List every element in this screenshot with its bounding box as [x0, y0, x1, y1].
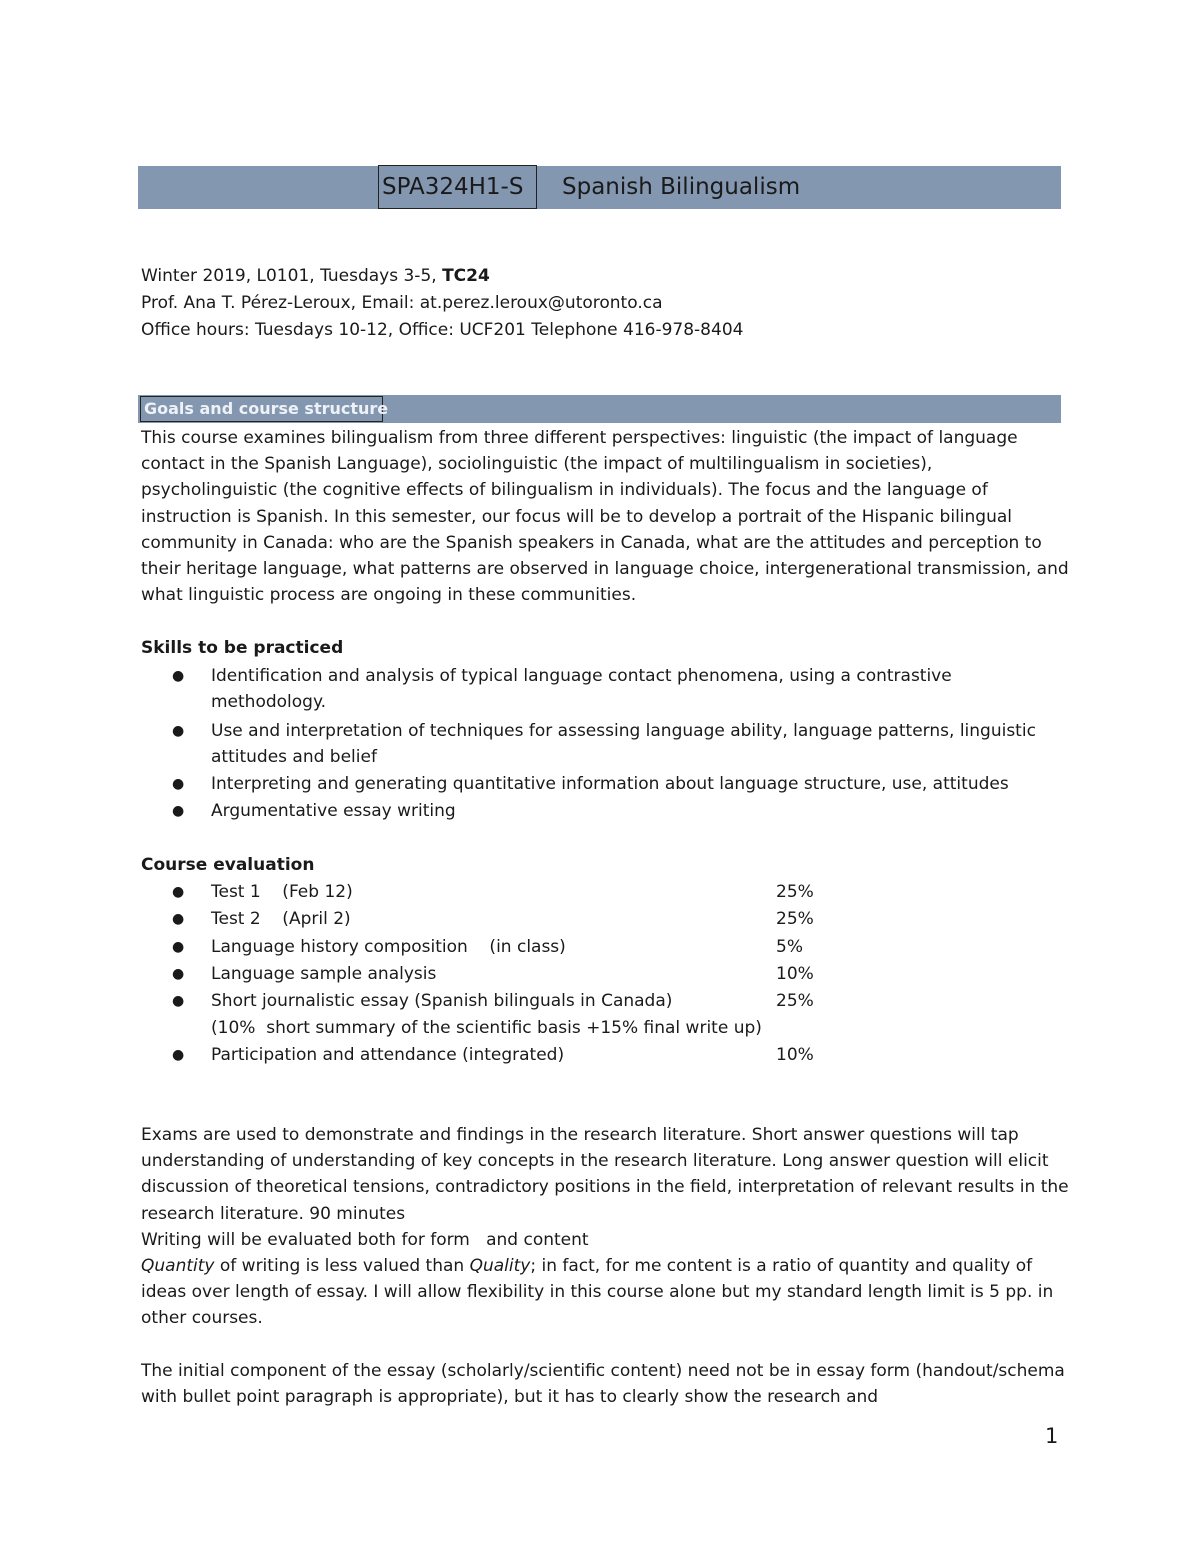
skill-item: Use and interpretation of techniques for assessing language ability, language patterns, linguistic attitudes and belief: [211, 721, 1036, 767]
office-hours-line: Office hours: Tuesdays 10-12, Office: UCF201 Telephone 416-978-8404: [141, 320, 744, 340]
term-text: Winter 2019, L0101, Tuesdays 3-5,: [141, 266, 443, 286]
evaluation-heading: Course evaluation: [141, 855, 315, 875]
evaluation-item: Language sample analysis: [211, 964, 437, 984]
writing-line: Writing will be evaluated both for form and content: [141, 1230, 589, 1250]
evaluation-item: Participation and attendance (integrated): [211, 1045, 565, 1065]
bullet-icon: ●: [172, 884, 185, 900]
skills-heading: Skills to be practiced: [141, 638, 344, 658]
evaluation-item: Language history composition (in class): [211, 937, 566, 957]
skill-item: Identification and analysis of typical language contact phenomena, using a contrastive methodology.: [211, 666, 952, 712]
bullet-icon: ●: [172, 776, 185, 792]
course-name: Spanish Bilingualism: [562, 174, 801, 200]
writing-text-mid: of writing is less valued than: [214, 1256, 470, 1276]
bullet-icon: ●: [172, 668, 185, 684]
bullet-icon: ●: [172, 911, 185, 927]
writing-paragraph: [141, 1253, 1071, 1332]
page-number: 1: [1045, 1424, 1059, 1448]
skill-item: Interpreting and generating quantitative information about language structure, use, attitudes: [211, 774, 1009, 794]
evaluation-weight: 10%: [776, 1045, 814, 1065]
evaluation-weight: 25%: [776, 991, 814, 1011]
evaluation-weight: 5%: [776, 937, 803, 957]
exams-paragraph: Exams are used to demonstrate and findings in the research literature. Short answer questions will tap understanding of understanding of key concepts in the research literature. Long answer question will elicit discussion of theoretical tensions, contradictory positions in the field, interpretation of relevant results in the research literature. 90 minutes: [141, 1125, 1069, 1224]
evaluation-weight: 25%: [776, 882, 814, 902]
quantity-word: Quantity: [141, 1256, 215, 1276]
bullet-icon: ●: [172, 939, 185, 955]
instructor-line: Prof. Ana T. Pérez-Leroux, Email: at.perez.leroux@utoronto.ca: [141, 293, 663, 313]
bullet-icon: ●: [172, 993, 185, 1009]
goals-paragraph: This course examines bilingualism from three different perspectives: linguistic (the impact of language contact in the Spanish Language), sociolinguistic (the impact of multilingualism in societies), psycholinguistic (the cognitive effects of bilingualism in individuals). The focus and the language of instruction is Spanish. In this semester, our focus will be to develop a portrait of the Hispanic bilingual community in Canada: who are the Spanish speakers in Canada, what are the attitudes and perception to their heritage language, what patterns are observed in language choice, intergenerational transmission, and what linguistic process are ongoing in these communities.: [141, 428, 1069, 606]
evaluation-weight: 10%: [776, 964, 814, 984]
writing-text-rest: ; in fact, for me content is a ratio of quantity and quality of ideas over length of essay. I will allow flexibility in this course alone but my standard length limit is 5 pp. in other courses.: [141, 1256, 1054, 1329]
bullet-icon: ●: [172, 966, 185, 982]
bullet-icon: ●: [172, 803, 185, 819]
bullet-icon: ●: [172, 723, 185, 739]
skill-item: Argumentative essay writing: [211, 801, 456, 821]
goals-heading: Goals and course structure: [140, 396, 383, 422]
evaluation-weight: 25%: [776, 909, 814, 929]
evaluation-item: Test 1 (Feb 12): [211, 882, 353, 902]
term-line: [141, 263, 490, 289]
essay-paragraph: The initial component of the essay (scholarly/scientific content) need not be in essay form (handout/schema with bullet point paragraph is appropriate), but it has to clearly show the research and: [141, 1361, 1065, 1408]
bullet-icon: ●: [172, 1047, 185, 1063]
evaluation-item: Short journalistic essay (Spanish bilinguals in Canada): [211, 991, 673, 1011]
evaluation-note: (10% short summary of the scientific basis +15% final write up): [211, 1018, 762, 1038]
evaluation-item: Test 2 (April 2): [211, 909, 351, 929]
quality-word: Quality: [469, 1256, 531, 1276]
course-code: SPA324H1-S: [378, 165, 537, 209]
room-text: TC24: [442, 266, 490, 286]
